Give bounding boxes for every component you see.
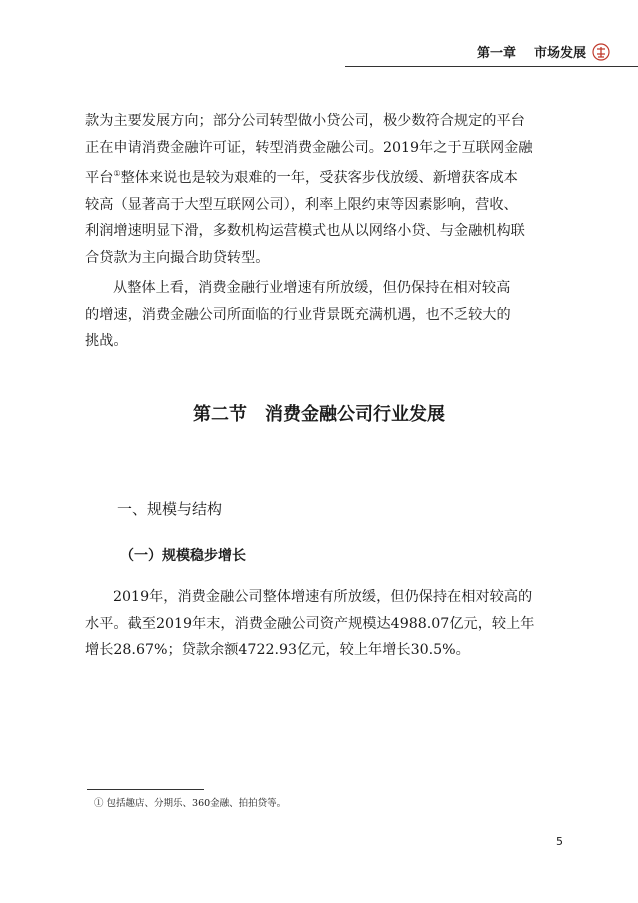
text-line: 从整体上看，消费金融行业增速有所放缓，但仍保持在相对较高 [113,280,511,296]
section-title: 第二节 消费金融公司行业发展 [193,404,445,425]
text-line: 利润增速明显下滑，多数机构运营模式也从以网络小贷、与金融机构联 [85,223,525,240]
running-header [477,42,610,61]
paragraph-1 [85,108,567,272]
chapter-title: 市场发展 [533,46,586,61]
paragraph-2 [85,275,567,355]
paragraph-3 [85,584,567,664]
chapter-label: 第一章 [476,46,516,61]
text-line: 款为主要发展方向；部分公司转型做小贷公司，极少数符合规定的平台 [85,113,525,129]
footnote: ① 包括趣店、分期乐、360金融、拍拍贷等。 [94,798,287,809]
text-line: 水平。截至2019年末，消费金融公司资产规模达4988.07亿元，较上年 [85,615,535,632]
text-line: 的增速，消费金融公司所面临的行业背景既充满机遇，也不乏较大的 [85,306,511,323]
heading-level-2: 一、规模与结构 [117,500,223,518]
heading-level-3: （一）规模稳步增长 [120,548,246,564]
seal-icon [592,43,610,61]
footnote-marker: ① [113,169,121,179]
text-fragment: 平台 [85,170,114,187]
text-fragment: 整体来说也是较为艰难的一年，受获客步伐放缓、新增获客成本 [120,170,518,187]
footnote-rule [87,789,204,790]
text-line: 较高（显著高于大型互联网公司），利率上限约束等因素影响，营收、 [85,196,518,213]
text-line [85,161,567,192]
text-line: 2019年，消费金融公司整体增速有所放缓，但仍保持在相对较高的 [113,589,533,605]
text-line: 增长28.67%；贷款余额4722.93亿元，较上年增长30.5%。 [85,642,470,659]
text-line: 挑战。 [85,333,128,350]
header-rule [345,66,638,67]
text-line: 合贷款为主向撮合助贷转型。 [85,249,270,266]
text-line: 正在申请消费金融许可证，转型消费金融公司。2019年之于互联网金融 [85,139,533,156]
page-number: 5 [556,835,563,848]
